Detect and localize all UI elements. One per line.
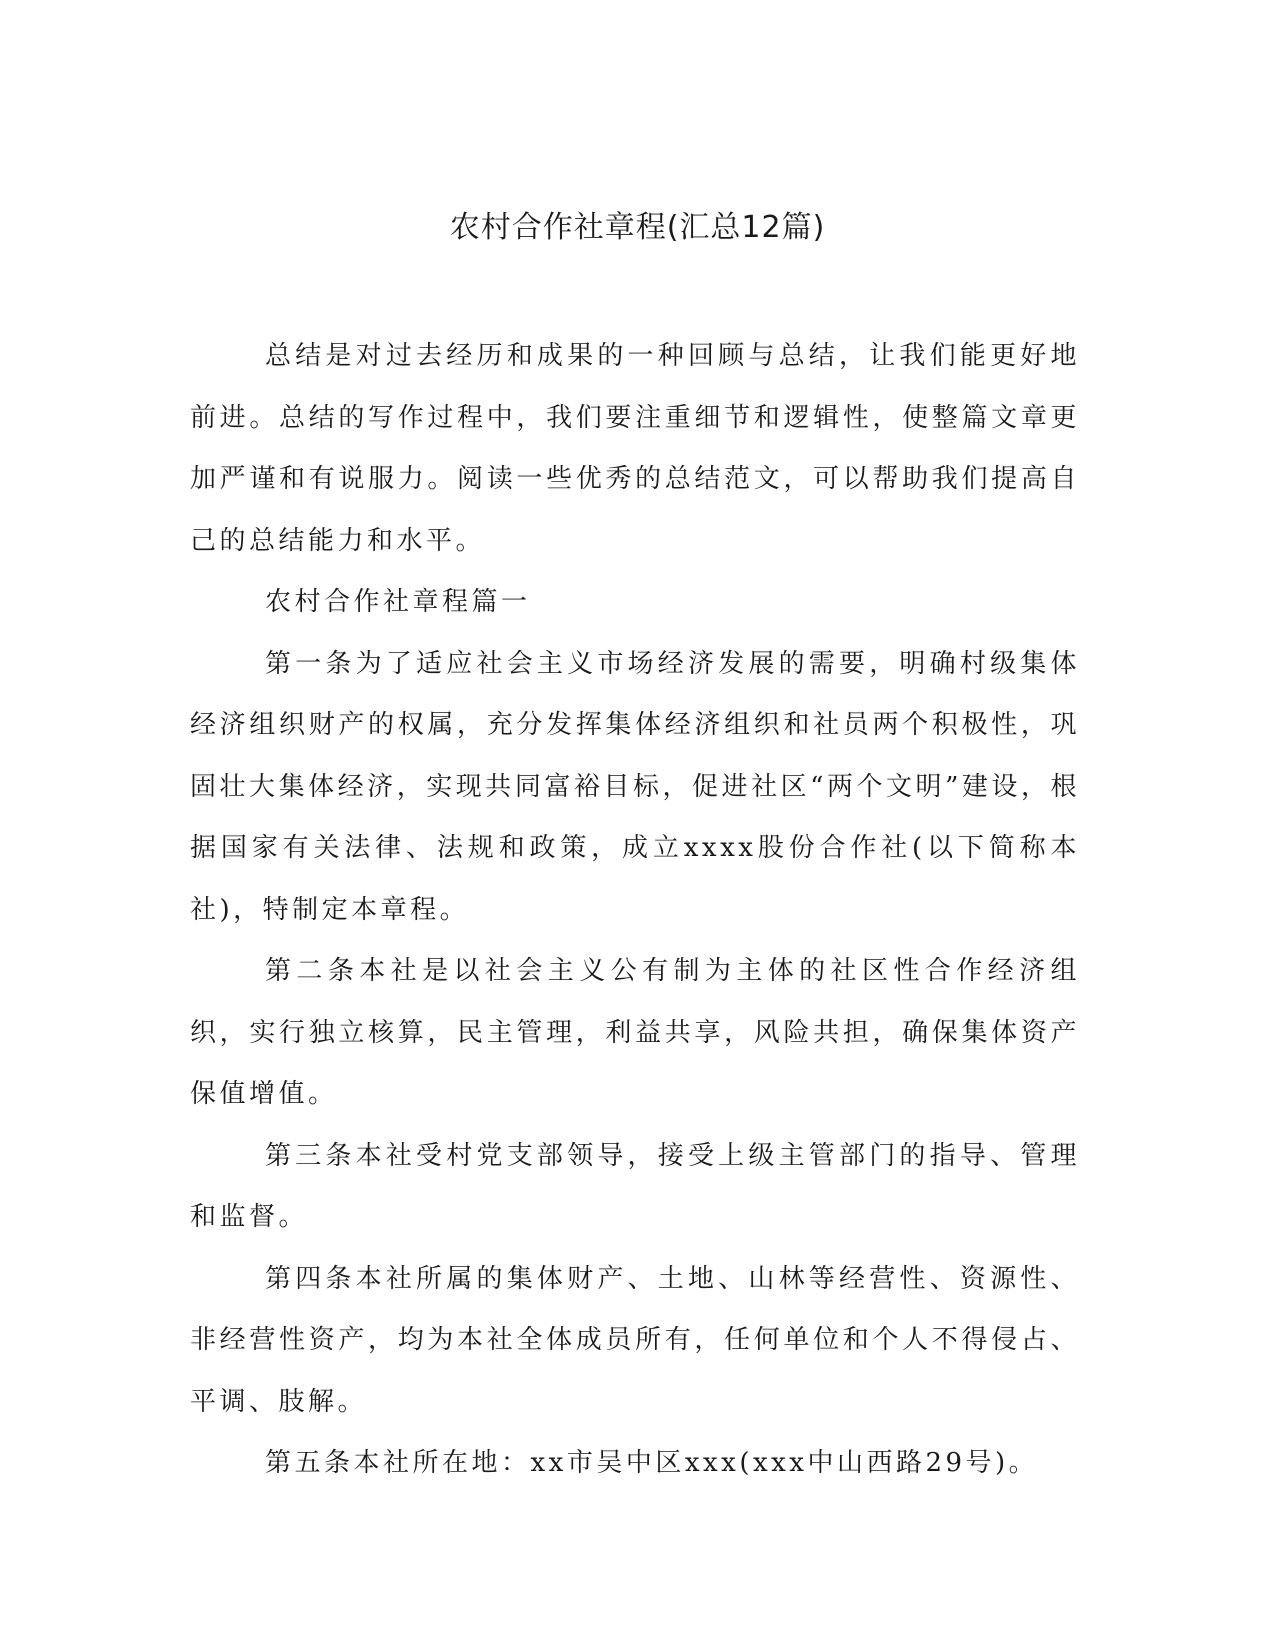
article-4-paragraph: 第四条本社所属的集体财产、土地、山林等经营性、资源性、非经营性资产，均为本社全体成员所有，任何单位和个人不得侵占、平调、肢解。 — [190, 1263, 1080, 1417]
section-heading: 农村合作社章程篇一 — [265, 587, 531, 617]
document-body — [190, 326, 1080, 1495]
article-3-paragraph: 第三条本社受村党支部领导，接受上级主管部门的指导、管理和监督。 — [190, 1140, 1080, 1232]
intro-paragraph: 总结是对过去经历和成果的一种回顾与总结，让我们能更好地前进。总结的写作过程中，我们要注重细节和逻辑性，使整篇文章更加严谨和有说服力。阅读一些优秀的总结范文，可以帮助我们提高自己的总结能力和水平。 — [190, 341, 1080, 556]
article-2-paragraph: 第二条本社是以社会主义公有制为主体的社区性合作经济组织，实行独立核算，民主管理，利益共享，风险共担，确保集体资产保值增值。 — [190, 956, 1080, 1109]
article-5-paragraph: 第五条本社所在地：xx市吴中区xxx(xxx中山西路29号)。 — [265, 1448, 1039, 1478]
document-title: 农村合作社章程(汇总12篇) — [449, 210, 826, 245]
article-1-paragraph: 第一条为了适应社会主义市场经济发展的需要，明确村级集体经济组织财产的权属，充分发挥集体经济组织和社员两个积极性，巩固壮大集体经济，实现共同富裕目标，促进社区“两个文明”建设，根据国家有关法律、法规和政策，成立xxxx股份合作社(以下简称本社)，特制定本章程。 — [190, 648, 1080, 925]
